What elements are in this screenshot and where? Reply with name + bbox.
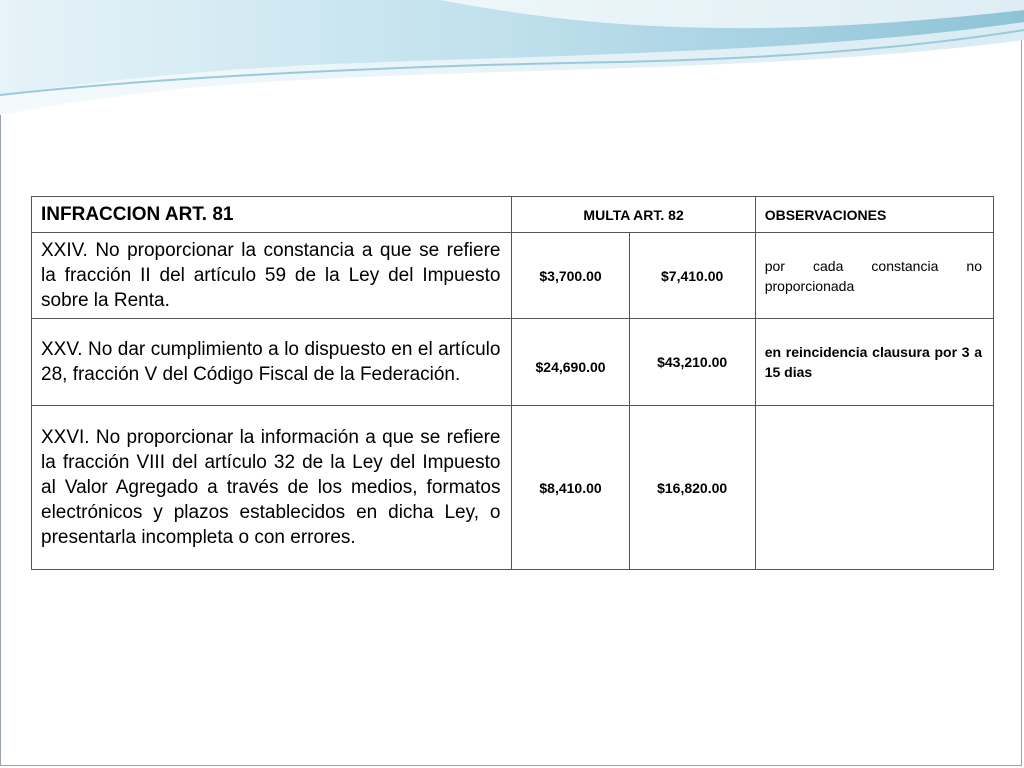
row-fine-min: $24,690.00	[512, 319, 629, 406]
row-description: XXV. No dar cumplimiento a lo dispuesto en el artículo 28, fracción V del Código Fiscal de la Federación.	[32, 319, 512, 406]
header-wave-decoration	[0, 0, 1024, 130]
row-fine-min: $8,410.00	[512, 406, 629, 570]
row-fine-max: $7,410.00	[629, 233, 755, 319]
header-observaciones: OBSERVACIONES	[755, 197, 993, 233]
row-fine-max: $43,210.00	[629, 319, 755, 406]
row-fine-max: $16,820.00	[629, 406, 755, 570]
row-fine-min: $3,700.00	[512, 233, 629, 319]
row-observation: por cada constancia no proporcionada	[755, 233, 993, 319]
table-header-row	[32, 197, 994, 233]
row-description: XXIV. No proporcionar la constancia a que se refiere la fracción II del artículo 59 de la Ley del Impuesto sobre la Renta.	[32, 233, 512, 319]
table-row	[32, 319, 994, 406]
row-description: XXVI. No proporcionar la información a que se refiere la fracción VIII del artículo 32 de la Ley del Impuesto al Valor Agregado a través de los medios, formatos electrónicos y plazos establecidos en dicha Ley, o presentarla incompleta o con errores.	[32, 406, 512, 570]
header-multa: MULTA ART. 82	[512, 197, 755, 233]
row-observation	[755, 406, 993, 570]
row-observation: en reincidencia clausura por 3 a 15 dias	[755, 319, 993, 406]
infractions-table	[31, 196, 994, 570]
table-row	[32, 406, 994, 570]
header-infraccion: INFRACCION ART. 81	[32, 197, 512, 233]
table-row	[32, 233, 994, 319]
